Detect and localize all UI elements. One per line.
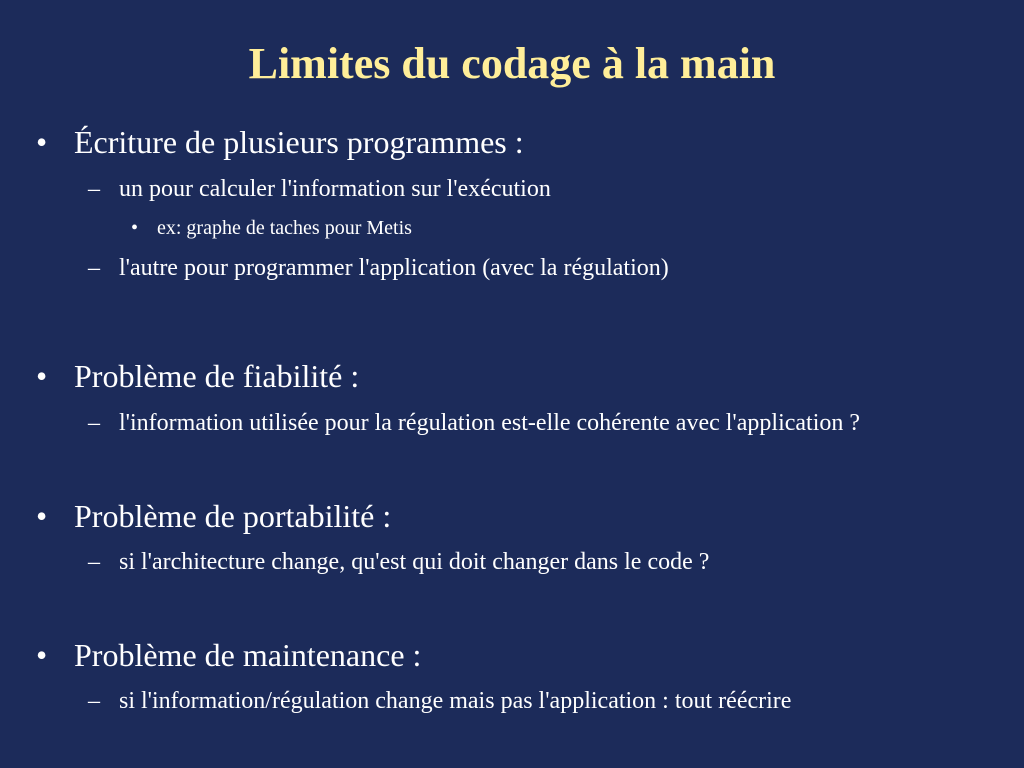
slide-title: Limites du codage à la main	[248, 39, 776, 88]
bullet-heading: Problème de maintenance :	[74, 637, 422, 673]
bullet-heading: Problème de fiabilité :	[74, 358, 360, 394]
sub-bullet-text: si l'architecture change, qu'est qui doit changer dans le code ?	[119, 549, 710, 575]
dash-marker: –	[88, 549, 100, 575]
sub-bullet-text: un pour calculer l'information sur l'exécution	[119, 176, 551, 202]
dash-marker: –	[88, 255, 100, 281]
bullet-heading: Problème de portabilité :	[74, 498, 392, 534]
dash-marker: –	[88, 688, 100, 714]
bullet-marker: •	[36, 358, 48, 394]
sub-bullet-text: l'autre pour programmer l'application (avec la régulation)	[119, 255, 669, 281]
dash-marker: –	[88, 176, 100, 202]
bullet-marker: •	[36, 637, 48, 673]
bullet-marker: •	[36, 498, 48, 534]
bullet-marker: •	[131, 217, 139, 239]
dash-marker: –	[88, 410, 100, 436]
bullet-heading: Écriture de plusieurs programmes :	[74, 124, 524, 160]
bullet-marker: •	[36, 124, 48, 160]
sub-sub-bullet-text: ex: graphe de taches pour Metis	[157, 217, 412, 239]
sub-bullet-text: si l'information/régulation change mais pas l'application : tout réécrire	[119, 688, 792, 714]
sub-bullet-text: l'information utilisée pour la régulation est-elle cohérente avec l'application ?	[119, 410, 861, 436]
